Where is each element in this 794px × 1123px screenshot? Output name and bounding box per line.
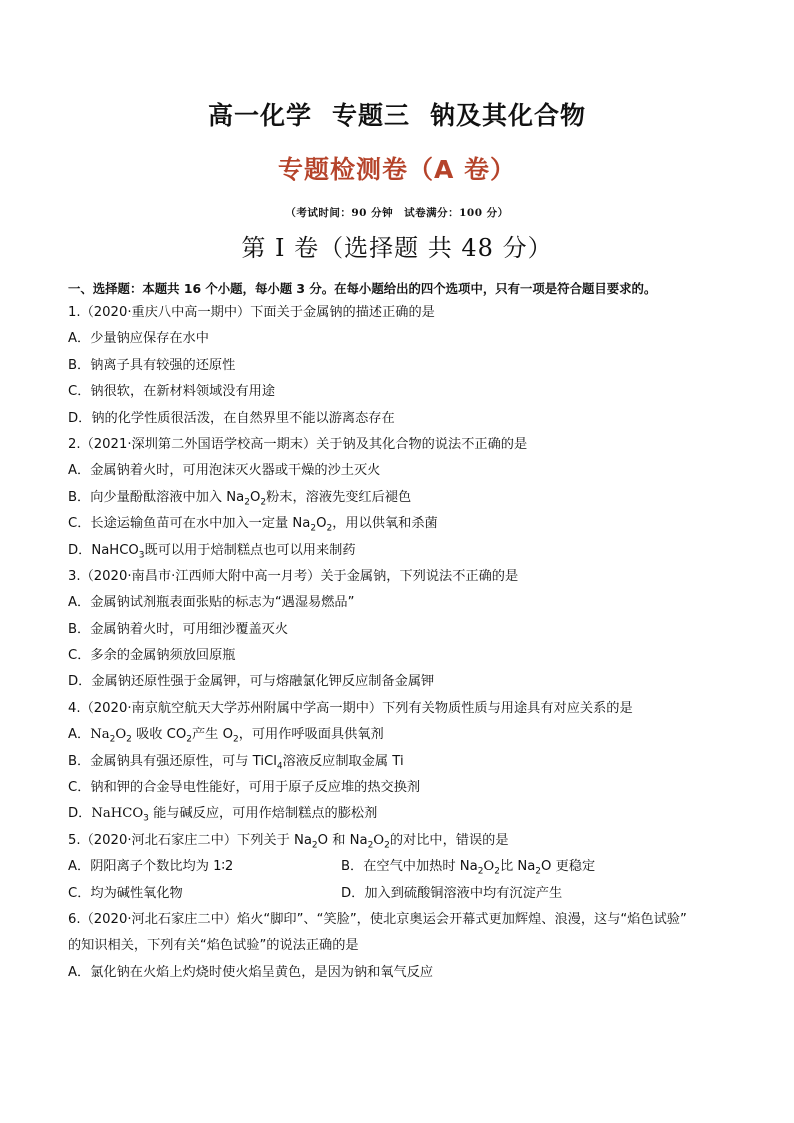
stem-text: 5.（2020·河北石家庄二中）下列关于 Na — [68, 832, 312, 848]
title-subject: 高一化学 — [207, 101, 312, 130]
question-5-options-row-1 — [68, 854, 730, 880]
subscript: 4 — [276, 761, 283, 772]
question-5-option-a: A．阴阳离子个数比均为 1∶2 — [68, 859, 234, 875]
option-text: B．向少量酚酞溶液中加入 Na — [68, 489, 245, 505]
formula-text: O — [483, 859, 495, 875]
subscript: 2 — [326, 523, 333, 534]
subscript: 2 — [477, 866, 484, 877]
question-1-stem: 1.（2020·重庆八中高一期中）下面关于金属钠的描述正确的是 — [68, 305, 435, 320]
question-4-option-c: C．钠和钾的合金导电性能好，可用于原子反应堆的热交换剂 — [68, 780, 421, 796]
subscript: 3 — [138, 550, 145, 561]
formula-text: O — [373, 832, 385, 848]
formula-text: Na — [90, 727, 110, 743]
option-text: O 更稳定 — [541, 859, 596, 875]
subscript: 2 — [260, 497, 267, 508]
title-topic: 专题三 — [331, 101, 410, 130]
formula-text: O — [249, 489, 261, 505]
option-prefix: A． — [68, 727, 91, 743]
question-4-option-b — [68, 749, 730, 775]
option-text: 粉末，溶液先变红后褪色 — [266, 489, 412, 505]
question-1-option-a: A．少量钠应保存在水中 — [68, 331, 209, 347]
stem-text: O 和 Na — [317, 832, 368, 848]
question-6-stem-line-2: 的知识相关，下列有关“焰色试验”的说法正确的是 — [68, 938, 359, 954]
document-subtitle: 专题检测卷（A 卷） — [277, 155, 517, 184]
section-instruction: 一、选择题：本题共 16 个小题，每小题 3 分。在每小题给出的四个选项中，只有一项是符合题目要求的。 — [68, 281, 657, 296]
question-5-stem — [68, 828, 730, 854]
option-text: ，可用作呼吸面具供氧剂 — [238, 727, 384, 743]
option-text: 能与碱反应，可用作焙制糕点的膨松剂 — [148, 806, 378, 822]
question-3-option-b: B．金属钠着火时，可用细沙覆盖灭火 — [68, 621, 289, 637]
subscript: 2 — [126, 734, 132, 745]
subscript: 2 — [232, 734, 239, 745]
option-prefix: D． — [68, 806, 92, 822]
question-4-stem: 4.（2020·南京航空航天大学苏州附属中学高一期中）下列有关物质性质与用途具有对应关系的是 — [68, 700, 633, 716]
option-text: 既可以用于焙制糕点也可以用来制药 — [144, 542, 356, 558]
subscript: 2 — [367, 840, 374, 851]
question-list — [68, 278, 730, 986]
subscript: 2 — [109, 734, 116, 745]
question-2-option-b — [68, 485, 730, 511]
option-text: 吸收 CO — [131, 727, 187, 743]
subscript: 3 — [143, 814, 149, 825]
question-2-option-c — [68, 511, 730, 537]
formula-text: O — [316, 516, 327, 532]
question-4-option-d — [68, 801, 730, 827]
formula-text: O — [115, 727, 127, 743]
question-2-option-d — [68, 538, 730, 564]
option-text: B．金属钠具有强还原性，可与 TiCl — [68, 753, 277, 769]
question-4-option-a — [68, 722, 730, 748]
question-3-stem: 3.（2020·南昌市·江西师大附中高一月考）关于金属钠，下列说法不正确的是 — [68, 568, 519, 584]
subscript: 2 — [494, 866, 500, 877]
question-2-stem: 2.（2021·深圳第二外国语学校高一期末）关于钠及其化合物的说法不正确的是 — [68, 436, 528, 452]
subscript: 2 — [310, 523, 317, 534]
question-5-option-d: D．加入到硫酸铜溶液中均有沉淀产生 — [341, 885, 563, 901]
stem-text: 的对比中，错误的是 — [389, 832, 509, 848]
subscript: 2 — [384, 840, 390, 851]
title-chapter: 钠及其化合物 — [430, 101, 587, 130]
option-text: 产生 O — [192, 727, 233, 743]
question-1-option-c: C．钠很软，在新材料领域没有用途 — [68, 384, 276, 400]
question-1-option-d: D．钠的化学性质很活泼，在自然界里不能以游离态存在 — [68, 410, 395, 426]
subscript: 2 — [244, 497, 250, 508]
option-text: C．长途运输鱼苗可在水中加入一定量 Na — [68, 516, 311, 532]
question-3-option-c: C．多余的金属钠须放回原瓶 — [68, 648, 236, 664]
question-6-stem-line-1: 6.（2020·河北石家庄二中）焰火“脚印”、“笑脸”，使北京奥运会开幕式更加辉煌、浪漫，这与“焰色试验” — [68, 911, 687, 927]
question-3-option-d: D．金属钠还原性强于金属钾，可与熔融氯化钾反应制备金属钾 — [68, 674, 435, 690]
option-text: B．在空气中加热时 Na — [341, 859, 478, 875]
question-1-option-b: B．钠离子具有较强的还原性 — [68, 357, 236, 373]
question-5-option-c: C．均为碱性氧化物 — [68, 885, 183, 901]
question-3-option-a: A．金属钠试剂瓶表面张贴的标志为“遇湿易燃品” — [68, 595, 355, 611]
option-text: 比 Na — [499, 859, 536, 875]
option-text: D．NaHCO — [68, 542, 139, 558]
question-5-option-b — [341, 854, 730, 880]
subscript: 2 — [186, 734, 192, 745]
option-text: 溶液反应制取金属 Ti — [282, 753, 404, 769]
question-6-option-a: A．氯化钠在火焰上灼烧时使火焰呈黄色，是因为钠和氧气反应 — [68, 964, 434, 980]
question-5-options-row-2 — [68, 881, 730, 907]
option-text: ，用以供氧和杀菌 — [332, 516, 438, 532]
subscript: 2 — [311, 840, 318, 851]
exam-info: （考试时间：90 分钟 试卷满分：100 分） — [285, 207, 509, 219]
part-title: 第 I 卷（选择题 共 48 分） — [241, 234, 553, 262]
subscript: 2 — [535, 866, 542, 877]
question-2-option-a: A．金属钠着火时，可用泡沫灭火器或干燥的沙土灭火 — [68, 463, 381, 479]
document-title — [0, 96, 794, 132]
formula-text: NaHCO — [91, 806, 144, 822]
